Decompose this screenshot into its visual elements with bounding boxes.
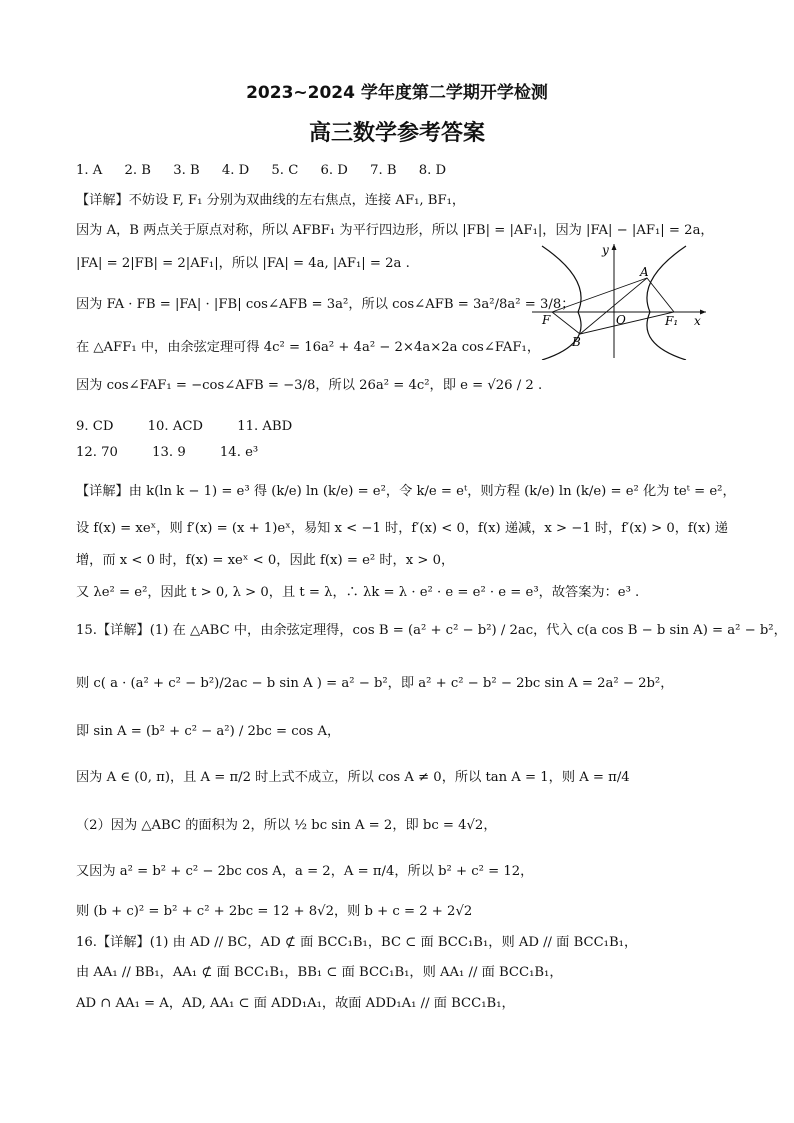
- answers-1-8: [76, 163, 464, 178]
- hyperbola-figure: [530, 240, 710, 360]
- answers-9-11: [76, 419, 322, 434]
- detail14-line: 又 λe² = e²，因此 t > 0, λ > 0，且 t = λ，∴ λk = λ · e² · e = e² · e = e³，故答案为：e³ .: [76, 585, 640, 600]
- label-x: x: [694, 314, 701, 328]
- q15-line: （2）因为 △ABC 的面积为 2，所以 ½ bc sin A = 2，即 bc = 4√2，: [76, 818, 497, 833]
- answer-item: 9. CD: [76, 419, 114, 434]
- q15-line: 因为 A ∈ (0, π)，且 A = π/2 时上式不成立，所以 cos A ≠ 0，所以 tan A = 1，则 A = π/4: [76, 770, 630, 785]
- exam-title: 2023~2024 学年度第二学期开学检测: [246, 83, 548, 103]
- q15-line: 即 sin A = (b² + c² − a²) / 2bc = cos A，: [76, 724, 341, 739]
- answer-key-title: 高三数学参考答案: [308, 121, 485, 146]
- q15-line: 15.【详解】(1) 在 △ABC 中，由余弦定理得，cos B = (a² + c² − b²) / 2ac，代入 c(a cos B − b sin A) = a² − b²，: [76, 623, 787, 638]
- answer-item: 14. e³: [219, 445, 259, 460]
- label-f1: F₁: [665, 314, 679, 328]
- answer-item: 7. B: [370, 163, 397, 178]
- answer-item: 4. D: [221, 163, 250, 178]
- detail8-line: 因为 FA · FB = |FA| · |FB| cos∠AFB = 3a²，所以 cos∠AFB = 3a²/8a² = 3/8；: [76, 297, 575, 312]
- answer-item: 6. D: [320, 163, 348, 178]
- y-axis-arrow: [612, 244, 617, 250]
- detail14-line: 【详解】由 k(ln k − 1) = e³ 得 (k/e) ln (k/e) = e²，令 k/e = eᵗ，则方程 (k/e) ln (k/e) = e² 化为 teᵗ = e²，: [76, 484, 736, 499]
- detail8-line: |FA| = 2|FB| = 2|AF₁|，所以 |FA| = 4a, |AF₁| = 2a .: [76, 256, 410, 271]
- q15-line: 则 c( a · (a² + c² − b²)/2ac − b sin A ) = a² − b²，即 a² + c² − b² − 2bc sin A = 2a² − 2b²，: [76, 676, 674, 691]
- answer-item: 8. D: [418, 163, 447, 178]
- answer-item: 5. C: [271, 163, 299, 178]
- detail8-line: 因为 cos∠FAF₁ = −cos∠AFB = −3/8，所以 26a² = 4c²，即 e = √26 / 2 .: [76, 378, 543, 393]
- answer-item: 11. ABD: [237, 419, 293, 434]
- answer-item: 10. ACD: [147, 419, 204, 434]
- label-o: O: [616, 313, 626, 327]
- label-a: A: [640, 265, 649, 279]
- label-y: y: [602, 243, 609, 257]
- answer-item: 13. 9: [152, 445, 186, 460]
- q16-line: AD ∩ AA₁ = A，AD, AA₁ ⊂ 面 ADD₁A₁，故面 ADD₁A₁ // 面 BCC₁B₁，: [76, 996, 515, 1011]
- x-axis-arrow: [700, 310, 706, 315]
- detail8-line: 在 △AFF₁ 中，由余弦定理可得 4c² = 16a² + 4a² − 2×4a×2a cos∠FAF₁，: [76, 340, 541, 355]
- answer-item: 1. A: [76, 163, 103, 178]
- q16-line: 由 AA₁ // BB₁，AA₁ ⊄ 面 BCC₁B₁，BB₁ ⊂ 面 BCC₁B₁，则 AA₁ // 面 BCC₁B₁，: [76, 965, 563, 980]
- answer-item: 12. 70: [76, 445, 118, 460]
- detail8-line: 【详解】不妨设 F, F₁ 分别为双曲线的左右焦点，连接 AF₁, BF₁，: [76, 193, 466, 208]
- answer-item: 3. B: [173, 163, 200, 178]
- answers-12-14: [76, 445, 288, 460]
- q16-line: 16.【详解】(1) 由 AD // BC，AD ⊄ 面 BCC₁B₁，BC ⊂ 面 BCC₁B₁，则 AD // 面 BCC₁B₁，: [76, 935, 638, 950]
- q15-line: 则 (b + c)² = b² + c² + 2bc = 12 + 8√2，则 b + c = 2 + 2√2: [76, 904, 473, 919]
- detail14-line: 设 f(x) = xeˣ，则 f′(x) = (x + 1)eˣ，易知 x < −1 时，f′(x) < 0，f(x) 递减，x > −1 时，f′(x) > 0，f(x) 递: [76, 521, 728, 536]
- detail8-line: 因为 A，B 两点关于原点对称，所以 AFBF₁ 为平行四边形，所以 |FB| = |AF₁|，因为 |FA| − |AF₁| = 2a，: [76, 223, 714, 238]
- label-b: B: [572, 335, 581, 349]
- label-f: F: [542, 313, 551, 327]
- answer-item: 2. B: [124, 163, 151, 178]
- q15-line: 又因为 a² = b² + c² − 2bc cos A，a = 2，A = π/4，所以 b² + c² = 12，: [76, 864, 534, 879]
- detail14-line: 增，而 x < 0 时，f(x) = xeˣ < 0，因此 f(x) = e² 时，x > 0，: [76, 553, 455, 568]
